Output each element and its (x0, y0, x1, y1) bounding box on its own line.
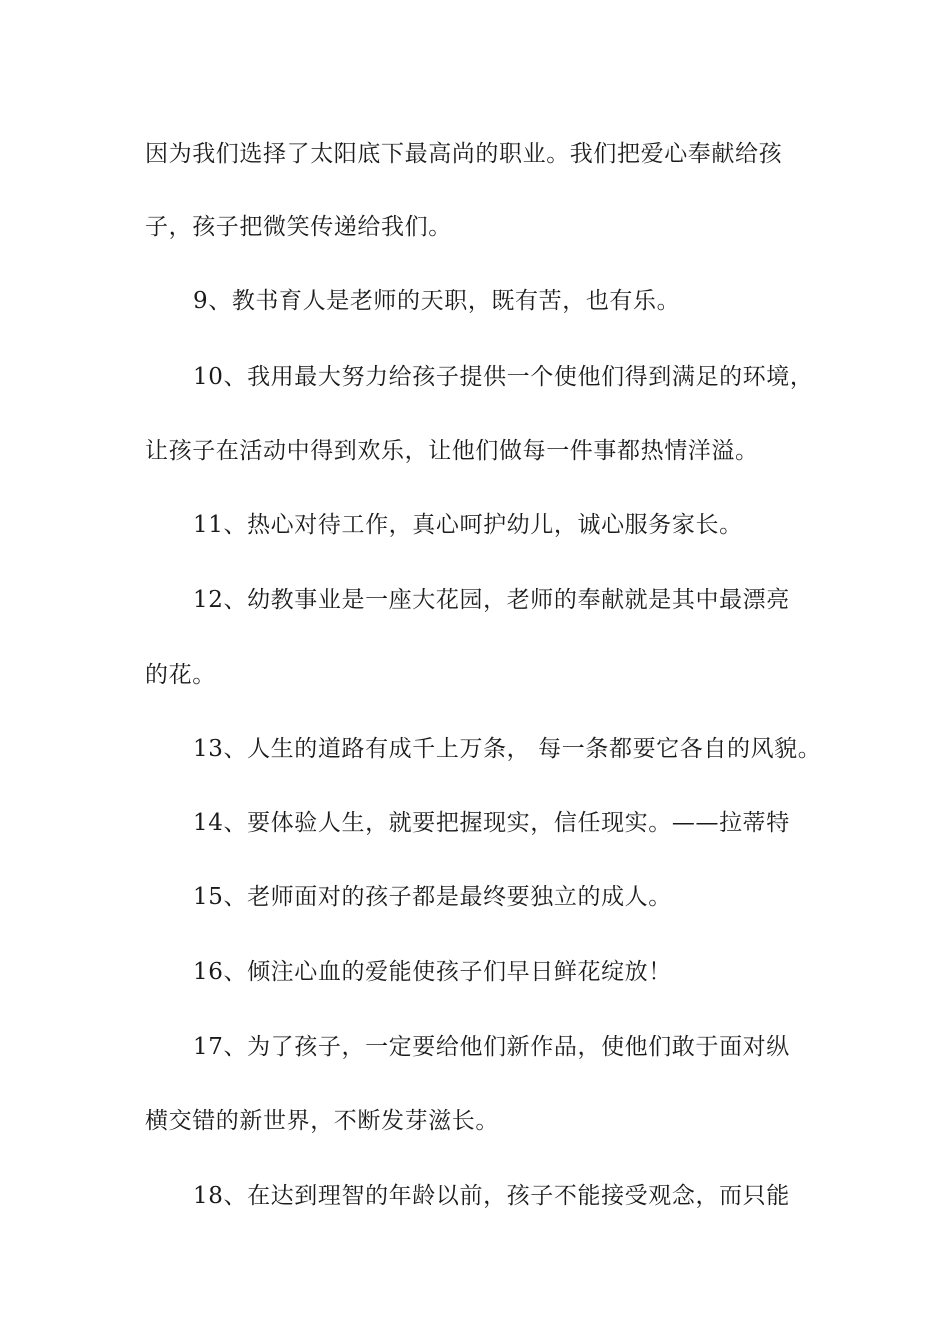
list-item-18: 18、在达到理智的年龄以前，孩子不能接受观念，而只能 (193, 1183, 790, 1209)
list-item-9: 9、教书育人是老师的天职，既有苦，也有乐。 (193, 288, 681, 314)
text-line: 因为我们选择了太阳底下最高尚的职业。我们把爱心奉献给孩 (145, 141, 783, 167)
list-item-14: 14、要体验人生，就要把握现实，信任现实。——拉蒂特 (193, 810, 790, 836)
list-item-15: 15、老师面对的孩子都是最终要独立的成人。 (193, 884, 672, 910)
list-item-11: 11、热心对待工作，真心呵护幼儿，诚心服务家长。 (193, 512, 743, 538)
list-item-17: 17、为了孩子，一定要给他们新作品，使他们敢于面对纵 (193, 1034, 790, 1060)
list-item-13: 13、人生的道路有成千上万条， 每一条都要它各自的风貌。 (193, 736, 822, 762)
list-item-16: 16、倾注心血的爱能使孩子们早日鲜花绽放！ (193, 959, 672, 985)
list-item-10: 10、我用最大努力给孩子提供一个使他们得到满足的环境， (193, 364, 814, 390)
list-item-12: 12、幼教事业是一座大花园，老师的奉献就是其中最漂亮 (193, 587, 790, 613)
text-line: 子，孩子把微笑传递给我们。 (145, 214, 452, 240)
text-line: 横交错的新世界，不断发芽滋长。 (145, 1108, 499, 1134)
text-line: 的花。 (145, 662, 216, 688)
text-line: 让孩子在活动中得到欢乐，让他们做每一件事都热情洋溢。 (145, 438, 759, 464)
